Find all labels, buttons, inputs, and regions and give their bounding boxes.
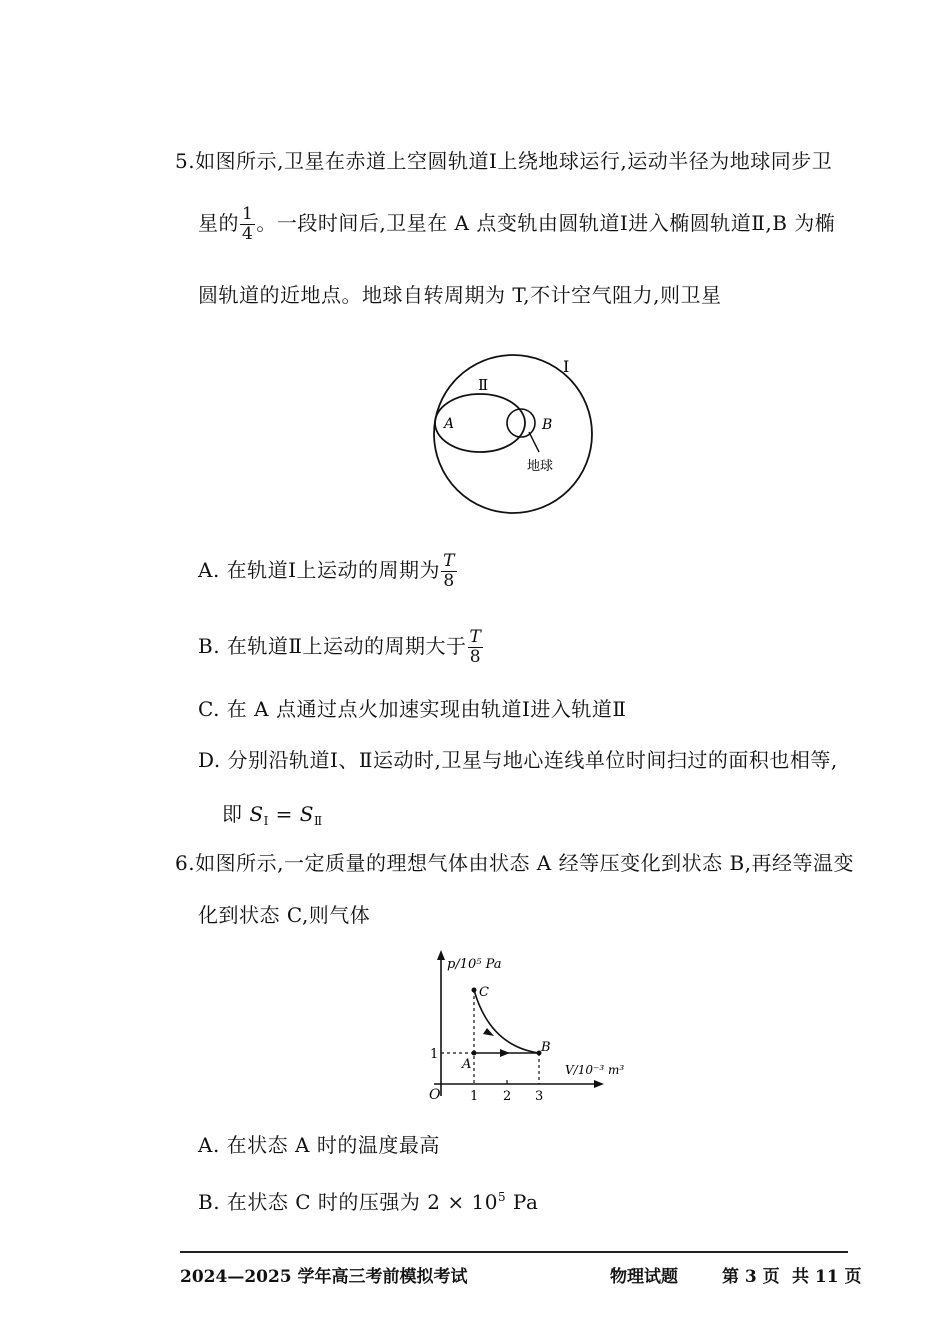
q5-option-b-text: B. 在轨道Ⅱ上运动的周期大于	[198, 634, 467, 658]
q6-line-2	[198, 900, 370, 930]
area-symbol-2: S	[299, 802, 314, 826]
fraction-numerator: T	[469, 627, 482, 647]
q5-option-d-text: D. 分别沿轨道Ⅰ、Ⅱ运动时,卫星与地心连线单位时间扫过的面积也相等,	[198, 748, 838, 772]
q5-option-d	[198, 745, 838, 775]
arrow-b-to-c-icon	[483, 1028, 494, 1036]
state-b-label: B	[541, 1040, 551, 1055]
footer-page-number: 第 3 页	[722, 1267, 780, 1287]
arrow-a-to-b-icon	[500, 1049, 510, 1057]
orbit-2-label: Ⅱ	[478, 376, 489, 394]
point-a-label: A	[444, 416, 455, 432]
origin-label: O	[429, 1087, 441, 1103]
state-a-label: A	[462, 1057, 472, 1072]
x-axis-arrow-icon	[594, 1080, 604, 1088]
q6-stem-line1: 如图所示,一定质量的理想气体由状态 A 经等压变化到状态 B,再经等温变	[195, 851, 855, 875]
q6-number: 6.	[175, 851, 196, 875]
y-tick-label-1: 1	[430, 1047, 439, 1062]
q6-option-b-text: B. 在状态 C 时的压强为 2 × 10	[198, 1190, 498, 1214]
orbit-1-label: Ⅰ	[563, 357, 570, 376]
y-axis-label: p/10⁵ Pa	[447, 957, 502, 972]
earth-circle	[507, 409, 535, 437]
q6-option-a	[198, 1130, 440, 1160]
pv-diagram	[420, 948, 630, 1108]
x-axis-label: V/10⁻³ m³	[565, 1063, 625, 1077]
q6-option-a-text: A. 在状态 A 时的温度最高	[198, 1133, 440, 1157]
q5-line-2	[198, 205, 835, 244]
q5-option-a-text: A. 在轨道Ⅰ上运动的周期为	[198, 558, 441, 582]
point-b-label: B	[542, 417, 553, 433]
q5-option-c	[198, 694, 626, 724]
q5-stem-line2-pre: 星的	[198, 211, 239, 235]
q6-stem-line2: 化到状态 C,则气体	[198, 903, 371, 927]
x-tick-label-2: 2	[503, 1089, 512, 1104]
q6-line-1	[175, 848, 854, 878]
x-tick-label-1: 1	[470, 1089, 479, 1104]
q5-stem-line2-post: 。一段时间后,卫星在 A 点变轨由圆轨道Ⅰ进入椭圆轨道Ⅱ,B 为椭	[256, 211, 836, 235]
y-axis-arrow-icon	[437, 950, 445, 960]
q5-option-a	[198, 552, 458, 591]
state-a-dot	[472, 1051, 477, 1056]
fraction-one-quarter	[240, 205, 255, 244]
area-subscript-1: Ⅰ	[263, 814, 269, 828]
q5-option-c-text: C. 在 A 点通过点火加速实现由轨道Ⅰ进入轨道Ⅱ	[198, 697, 627, 721]
fraction-numerator: 1	[242, 204, 254, 224]
footer-subject: 物理试题	[610, 1267, 678, 1287]
q5-option-d-prefix: 即	[222, 802, 250, 826]
q5-option-d-continuation	[222, 799, 323, 836]
earth-leader-line	[529, 432, 539, 452]
state-c-label: C	[479, 985, 489, 1000]
q6-option-b-unit: Pa	[506, 1190, 539, 1214]
area-symbol-1: S	[249, 802, 264, 826]
q5-option-b	[198, 628, 484, 667]
orbit-diagram	[420, 340, 610, 525]
fraction-denominator: 4	[242, 224, 254, 244]
footer-divider	[180, 1251, 848, 1253]
earth-label: 地球	[527, 459, 554, 474]
fraction-denominator: 8	[469, 647, 482, 667]
state-c-dot	[472, 988, 477, 993]
q5-stem-line3: 圆轨道的近地点。地球自转周期为 T,不计空气阻力,则卫星	[198, 283, 722, 307]
area-subscript-2: Ⅱ	[314, 814, 323, 828]
footer-exam-name: 2024—2025 学年高三考前模拟考试	[180, 1267, 468, 1287]
q5-line-1	[175, 146, 832, 176]
equals-sign: =	[268, 802, 300, 826]
fraction-numerator: T	[443, 551, 455, 571]
x-tick-label-3: 3	[535, 1089, 544, 1104]
fraction-denominator: 8	[443, 571, 455, 591]
footer-total-pages: 共 11 页	[792, 1267, 862, 1287]
q5-stem-line1: 如图所示,卫星在赤道上空圆轨道Ⅰ上绕地球运行,运动半径为地球同步卫	[195, 149, 833, 173]
fraction-t-over-8-a	[441, 552, 457, 591]
q5-line-3	[198, 280, 721, 310]
fraction-t-over-8-b	[468, 628, 484, 667]
q6-option-b	[198, 1182, 538, 1217]
q5-number: 5.	[175, 149, 196, 173]
q6-option-b-exponent: 5	[497, 1190, 507, 1204]
